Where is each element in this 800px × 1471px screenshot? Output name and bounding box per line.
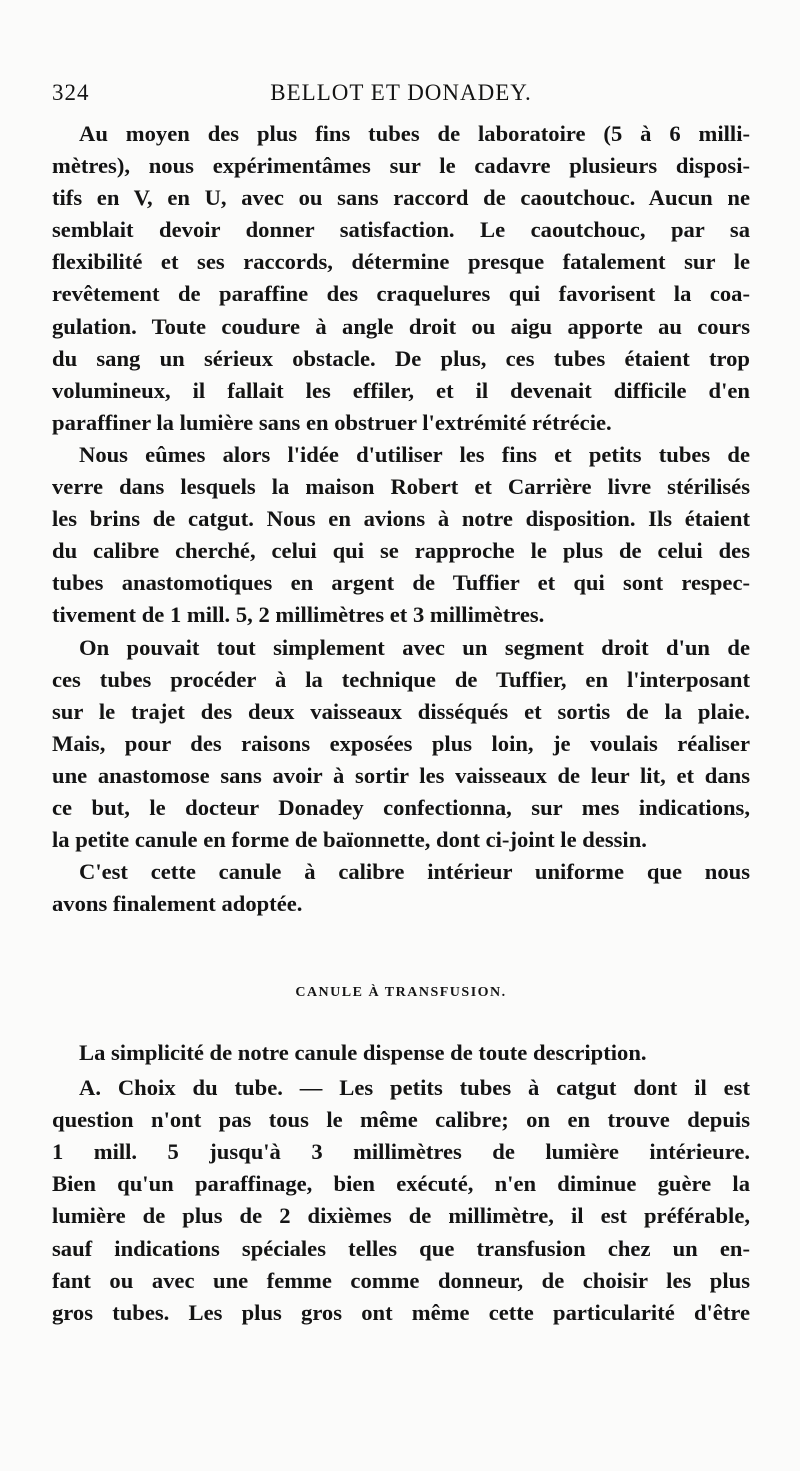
text-line: Bien qu'un paraffinage, bien exécuté, n'en diminue guère la [52,1171,750,1197]
text-line: les brins de catgut. Nous en avions à notre disposition. Ils étaient [52,506,750,532]
text-line: question n'ont pas tous le même calibre; on en trouve depuis [52,1107,750,1133]
text-line: sauf indications spéciales telles que transfusion chez un en- [52,1235,750,1261]
text-line: On pouvait tout simplement avec un segment droit d'un de [79,634,750,660]
section-heading: CANULE À TRANSFUSION. [295,985,507,1000]
text-line: Nous eûmes alors l'idée d'utiliser les fins et petits tubes de [79,441,750,467]
text-line: avons finalement adoptée. [52,891,303,917]
paragraph-3 [52,632,750,857]
text-line: une anastomose sans avoir à sortir les vaisseaux de leur lit, et dans [52,762,750,788]
text-line: tivement de 1 mill. 5, 2 millimètres et 3 millimètres. [52,602,545,628]
text-line: mètres), nous expérimentâmes sur le cadavre plusieurs disposi- [52,153,750,179]
paragraph-5 [52,1037,750,1069]
text-line: semblait devoir donner satisfaction. Le caoutchouc, par sa [52,217,750,243]
paragraph-1 [52,118,750,439]
text-line: gulation. Toute coudure à angle droit ou aigu apporte au cours [52,313,750,339]
text-line: 1 mill. 5 jusqu'à 3 millimètres de lumière intérieure. [52,1139,750,1165]
page-number: 324 [52,80,90,105]
text-line: tubes anastomotiques en argent de Tuffier et qui sont respec- [52,570,750,596]
text-line: du calibre cherché, celui qui se rapproche le plus de celui des [52,538,750,564]
text-line: volumineux, il fallait les effiler, et il devenait difficile d'en [52,377,750,403]
body-text [52,118,750,920]
body-text-2 [52,1037,750,1329]
text-line: tifs en V, en U, avec ou sans raccord de caoutchouc. Aucun ne [52,185,750,211]
text-line: verre dans lesquels la maison Robert et Carrière livre stérilisés [52,474,750,500]
text-line: ce but, le docteur Donadey confectionna, sur mes indications, [52,794,750,820]
page-header [52,74,750,114]
text-line: Au moyen des plus fins tubes de laboratoire (5 à 6 milli- [79,121,750,146]
text-line: A. Choix du tube. — Les petits tubes à catgut dont il est [79,1075,750,1101]
text-line: flexibilité et ses raccords, détermine presque fatalement sur le [52,249,750,275]
paragraph-2 [52,439,750,632]
text-line: la petite canule en forme de baïonnette, dont ci-joint le dessin. [52,827,647,853]
text-line: La simplicité de notre canule dispense de toute description. [79,1040,647,1065]
text-line: fant ou avec une femme comme donneur, de choisir les plus [52,1267,750,1293]
text-line: Mais, pour des raisons exposées plus loin, je voulais réaliser [52,730,750,756]
paragraph-6 [52,1072,750,1329]
text-line: sur le trajet des deux vaisseaux disséqués et sortis de la plaie. [52,698,750,724]
text-line: revêtement de paraffine des craquelures qui favorisent la coa- [52,281,750,307]
running-title: BELLOT ET DONADEY. [270,80,532,105]
text-line: du sang un sérieux obstacle. De plus, ces tubes étaient trop [52,345,750,371]
paragraph-4 [52,856,750,920]
text-line: paraffiner la lumière sans en obstruer l'extrémité rétrécie. [52,409,612,435]
text-line: gros tubes. Les plus gros ont même cette particularité d'être [52,1299,750,1325]
text-line: lumière de plus de 2 dixièmes de millimètre, il est préférable, [52,1203,750,1229]
text-line: ces tubes procéder à la technique de Tuffier, en l'interposant [52,666,750,692]
text-line: C'est cette canule à calibre intérieur uniforme que nous [79,859,750,885]
